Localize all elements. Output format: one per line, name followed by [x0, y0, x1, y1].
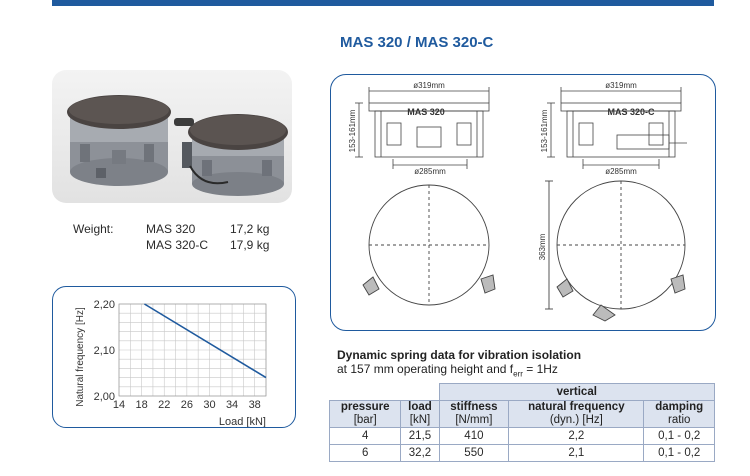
- top-accent-bar: [52, 0, 714, 6]
- frequency-chart: [53, 287, 295, 427]
- page-title: MAS 320 / MAS 320-C: [340, 34, 494, 51]
- weight-label: Weight:: [73, 222, 114, 236]
- col-pressure: pressure [bar]: [330, 401, 401, 428]
- spring-data-table: [329, 383, 715, 462]
- col-natural-frequency: natural frequency (dyn.) [Hz]: [509, 401, 644, 428]
- dim-height-2: 153-161mm: [540, 109, 549, 153]
- mount-mas320-image: [67, 95, 171, 186]
- y-tick-label: 2,10: [93, 345, 115, 357]
- x-tick-label: 22: [158, 399, 171, 411]
- dim-top-2: ø319mm: [605, 81, 637, 90]
- weight-model-1: MAS 320: [146, 222, 196, 236]
- col-load: load [kN]: [401, 401, 439, 428]
- table-row: 6 32,2 550 2,1 0,1 - 0,2: [330, 445, 715, 462]
- dim-bottom-1: ø285mm: [414, 167, 446, 176]
- x-tick-label: 18: [135, 399, 148, 411]
- weight-value-2: 17,9 kg: [230, 238, 270, 252]
- x-tick-label: 26: [180, 399, 193, 411]
- weight-model-2: MAS 320-C: [146, 238, 209, 252]
- product-photo: [52, 70, 292, 203]
- dim-height-1: 153-161mm: [348, 109, 357, 153]
- y-tick-label: 2,20: [93, 299, 115, 311]
- plan-view-mas320c: [545, 181, 685, 321]
- x-tick-label: 14: [112, 399, 126, 411]
- weight-value-1: 17,2 kg: [230, 222, 270, 236]
- x-tick-label: 38: [248, 399, 261, 411]
- col-damping: damping ratio: [644, 401, 715, 428]
- frequency-chart-panel: [52, 286, 296, 428]
- model-label-1: MAS 320: [407, 107, 445, 117]
- chart-xlabel: Load [kN]: [218, 416, 266, 427]
- x-tick-label: 34: [225, 399, 239, 411]
- side-view-mas320: [355, 87, 489, 169]
- dim-plan: 363mm: [538, 233, 547, 261]
- technical-drawing-panel: [330, 74, 716, 331]
- dynamic-subtitle: at 157 mm operating height and $f_{err} = 1Hz$: [337, 362, 558, 379]
- model-label-2: MAS 320-C: [607, 107, 655, 117]
- dynamic-title: Dynamic spring data for vibration isolation: [337, 348, 582, 362]
- dim-bottom-2: ø285mm: [605, 167, 637, 176]
- group-header-vertical: vertical: [439, 384, 714, 401]
- x-tick-label: 30: [203, 399, 216, 411]
- y-tick-label: 2,00: [93, 391, 115, 403]
- table-row: 4 21,5 410 2,2 0,1 - 0,2: [330, 428, 715, 445]
- dim-top-1: ø319mm: [413, 81, 445, 90]
- technical-drawing: [331, 75, 715, 330]
- mount-mas320c-image: [174, 114, 288, 196]
- col-stiffness: stiffness [N/mm]: [439, 401, 509, 428]
- side-view-mas320c: [547, 87, 687, 169]
- plan-view-mas320: [363, 185, 495, 305]
- chart-ylabel: Natural frequency [Hz]: [75, 307, 86, 407]
